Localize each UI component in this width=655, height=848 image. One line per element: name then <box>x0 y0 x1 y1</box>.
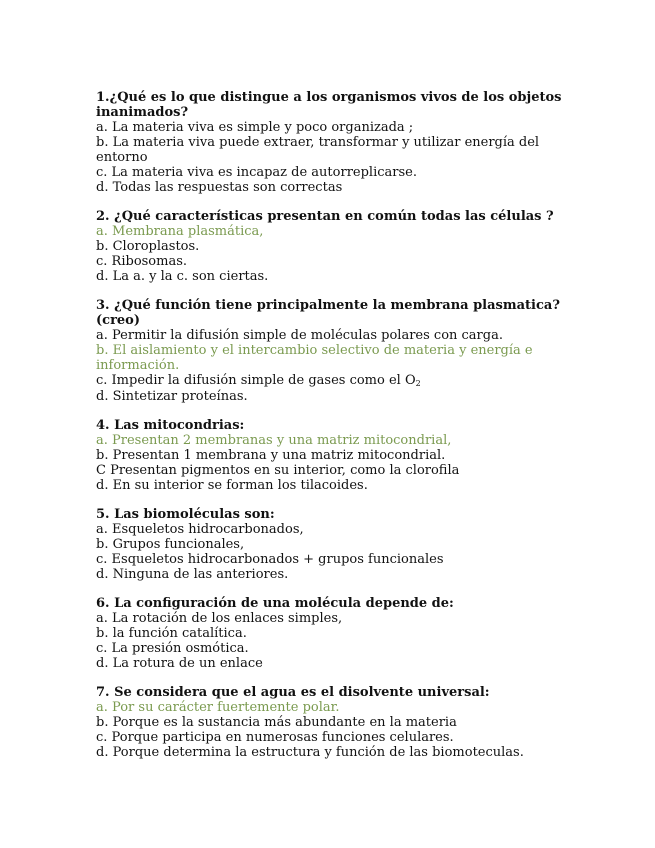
question-title: 1.¿Qué es lo que distingue a los organismos vivos de los objetos inanimados? <box>96 90 562 120</box>
answer-option: a. La materia viva es simple y poco organizada ; <box>96 120 414 135</box>
answer-option: a. Permitir la difusión simple de moléculas polares con carga. <box>96 328 503 343</box>
question-title: 7. Se considera que el agua es el disolvente universal: <box>96 685 490 700</box>
question-2 <box>96 209 566 284</box>
question-title: 5. Las biomoléculas son: <box>96 507 275 522</box>
answer-option-highlighted: a. Por su carácter fuertemente polar. <box>96 700 340 715</box>
answer-option <box>96 373 566 389</box>
question-7 <box>96 685 566 760</box>
question-6 <box>96 596 566 671</box>
answer-option: d. Ninguna de las anteriores. <box>96 567 289 582</box>
answer-option-highlighted: b. El aislamiento y el intercambio selectivo de materia y energía e información. <box>96 343 533 373</box>
answer-option: b. Porque es la sustancia más abundante en la materia <box>96 715 457 730</box>
answer-option: c. Esqueletos hidrocarbonados + grupos funcionales <box>96 552 444 567</box>
answer-option-highlighted: a. Presentan 2 membranas y una matriz mitocondrial, <box>96 433 452 448</box>
answer-option: d. La a. y la c. son ciertas. <box>96 269 269 284</box>
answer-option-text: c. Impedir la difusión simple de gases como el O <box>96 373 416 388</box>
question-1 <box>96 90 566 195</box>
answer-option: d. Porque determina la estructura y función de las biomoteculas. <box>96 745 524 760</box>
question-title: 3. ¿Qué función tiene principalmente la membrana plasmatica? (creo) <box>96 298 560 328</box>
question-title: 4. Las mitocondrias: <box>96 418 245 433</box>
subscript: 2 <box>415 379 421 388</box>
document-page <box>96 90 566 774</box>
answer-option: d. Sintetizar proteínas. <box>96 389 248 404</box>
question-title: 6. La configuración de una molécula depende de: <box>96 596 454 611</box>
answer-option: d. La rotura de un enlace <box>96 656 263 671</box>
answer-option: c. La materia viva es incapaz de autorreplicarse. <box>96 165 417 180</box>
answer-option: a. Esqueletos hidrocarbonados, <box>96 522 304 537</box>
answer-option: b. La materia viva puede extraer, transformar y utilizar energía del entorno <box>96 135 540 165</box>
question-3 <box>96 298 566 404</box>
answer-option: c. La presión osmótica. <box>96 641 249 656</box>
answer-option: a. La rotación de los enlaces simples, <box>96 611 343 626</box>
answer-option: c. Ribosomas. <box>96 254 188 269</box>
answer-option: b. la función catalítica. <box>96 626 247 641</box>
answer-option-highlighted: a. Membrana plasmática, <box>96 224 264 239</box>
answer-option: b. Presentan 1 membrana y una matriz mitocondrial. <box>96 448 446 463</box>
answer-option: C Presentan pigmentos en su interior, como la clorofila <box>96 463 460 478</box>
answer-option: b. Grupos funcionales, <box>96 537 245 552</box>
question-4 <box>96 418 566 493</box>
question-title: 2. ¿Qué características presentan en común todas las células ? <box>96 209 554 224</box>
answer-option: b. Cloroplastos. <box>96 239 200 254</box>
question-5 <box>96 507 566 582</box>
answer-option: d. Todas las respuestas son correctas <box>96 180 343 195</box>
answer-option: d. En su interior se forman los tilacoides. <box>96 478 368 493</box>
answer-option: c. Porque participa en numerosas funciones celulares. <box>96 730 454 745</box>
